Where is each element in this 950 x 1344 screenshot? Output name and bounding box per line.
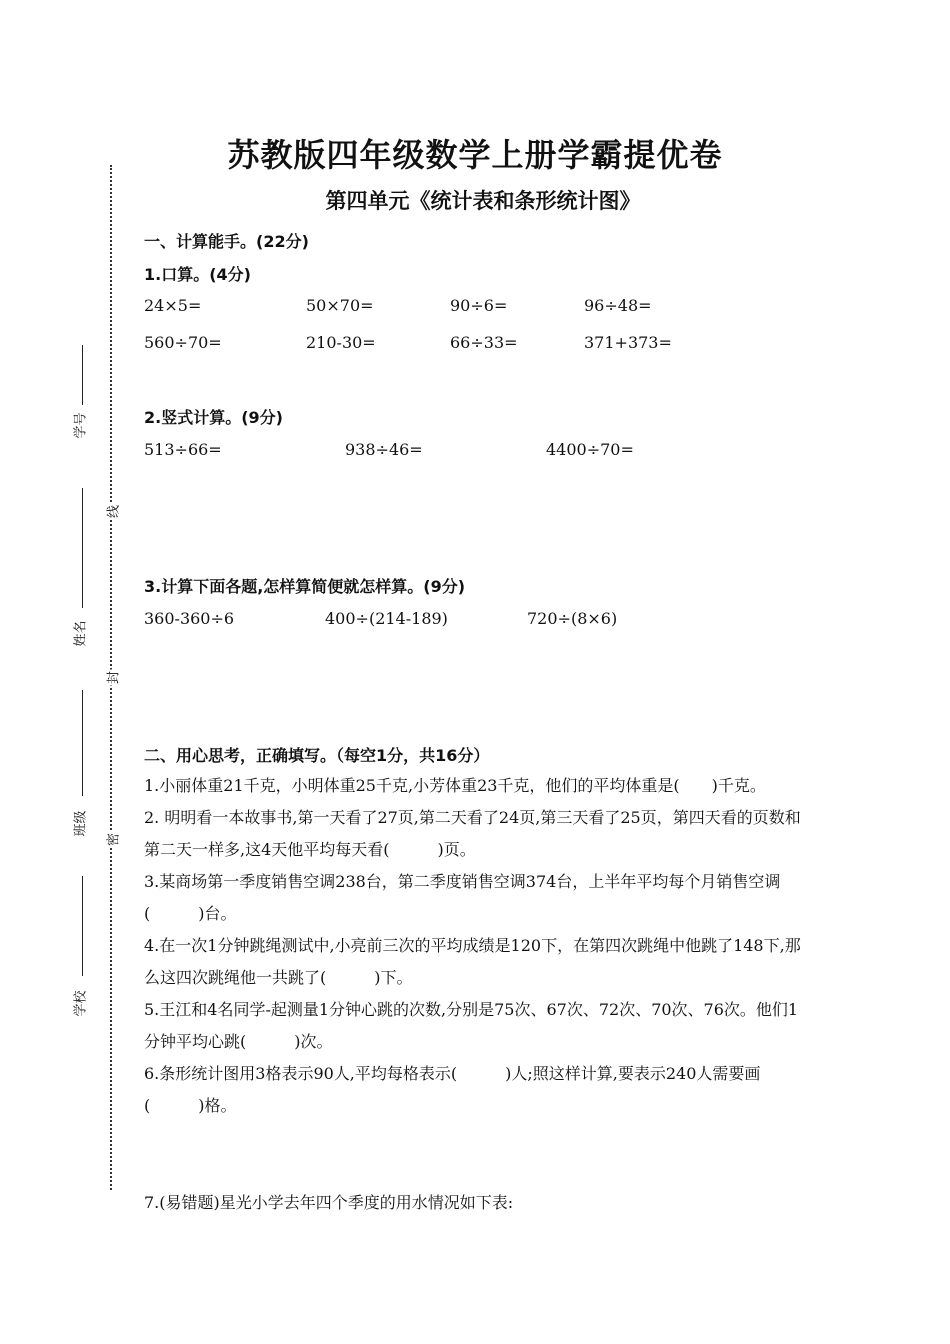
fill-blank-question: 4.在一次1分钟跳绳测试中,小亮前三次的平均成绩是120下，在第四次跳绳中他跳了148下,那么这四次跳绳他一共跳了( )下。 [144,936,801,987]
simplify-calc-item: 360-360÷6 [144,609,235,628]
simplify-calc-item: 400÷(214-189) [325,609,448,628]
oral-calc-item: 66÷33= [450,333,518,352]
class-blank[interactable] [82,690,83,796]
student-id-label: 学号 [73,412,89,439]
school-blank[interactable] [82,876,83,976]
vertical-calc-item: 938÷46= [345,440,423,459]
section1-heading: 一、计算能手。(22分) [144,232,309,251]
seal-char-mi: 密 [103,832,122,848]
oral-calc-item: 210-30= [306,333,376,352]
class-label: 班级 [73,810,89,837]
q7-question: 7.(易错题)星光小学去年四个季度的用水情况如下表: [144,1193,514,1212]
q2-heading: 2.竖式计算。(9分) [144,408,283,427]
q1-heading: 1.口算。(4分) [144,265,251,284]
fill-blank-question: 1.小丽体重21千克，小明体重25千克,小芳体重23千克，他们的平均体重是( )千克。 [144,776,766,795]
oral-calc-item: 371+373= [584,333,672,352]
vertical-calc-item: 513÷66= [144,440,222,459]
q3-heading: 3.计算下面各题,怎样算简便就怎样算。(9分) [144,577,466,596]
name-blank[interactable] [82,488,83,608]
oral-calc-item: 560÷70= [144,333,222,352]
seal-char-xian: 线 [103,504,122,520]
oral-calc-item: 50×70= [306,296,374,315]
section2-heading: 二、用心思考，正确填写。（每空1分，共16分） [144,746,490,765]
page-title: 苏教版四年级数学上册学霸提优卷 [227,136,723,174]
fill-blank-question: 5.王江和4名同学-起测量1分钟心跳的次数,分别是75次、67次、72次、70次、76次。他们1分钟平均心跳( )次。 [144,1000,799,1051]
page-subtitle: 第四单元《统计表和条形统计图》 [325,189,641,213]
name-label: 姓名 [73,620,89,647]
oral-calc-item: 24×5= [144,296,202,315]
oral-calc-item: 90÷6= [450,296,508,315]
student-id-blank[interactable] [82,345,83,405]
school-label: 学校 [73,990,89,1017]
seal-char-feng: 封 [103,670,122,686]
fill-blank-question-list [144,770,810,1122]
simplify-calc-item: 720÷(8×6) [527,609,618,628]
fill-blank-question: 3.某商场第一季度销售空调238台，第二季度销售空调374台，上半年平均每个月销售空调( )台。 [144,872,781,923]
fill-blank-question: 2. 明明看一本故事书,第一天看了27页,第二天看了24页,第三天看了25页，第四天看的页数和第二天一样多,这4天他平均每天看( )页。 [144,808,801,859]
fill-blank-question: 6.条形统计图用3格表示90人,平均每格表示( )人;照这样计算,要表示240人需要画( )格。 [144,1064,761,1115]
oral-calc-item: 96÷48= [584,296,652,315]
vertical-calc-item: 4400÷70= [546,440,634,459]
